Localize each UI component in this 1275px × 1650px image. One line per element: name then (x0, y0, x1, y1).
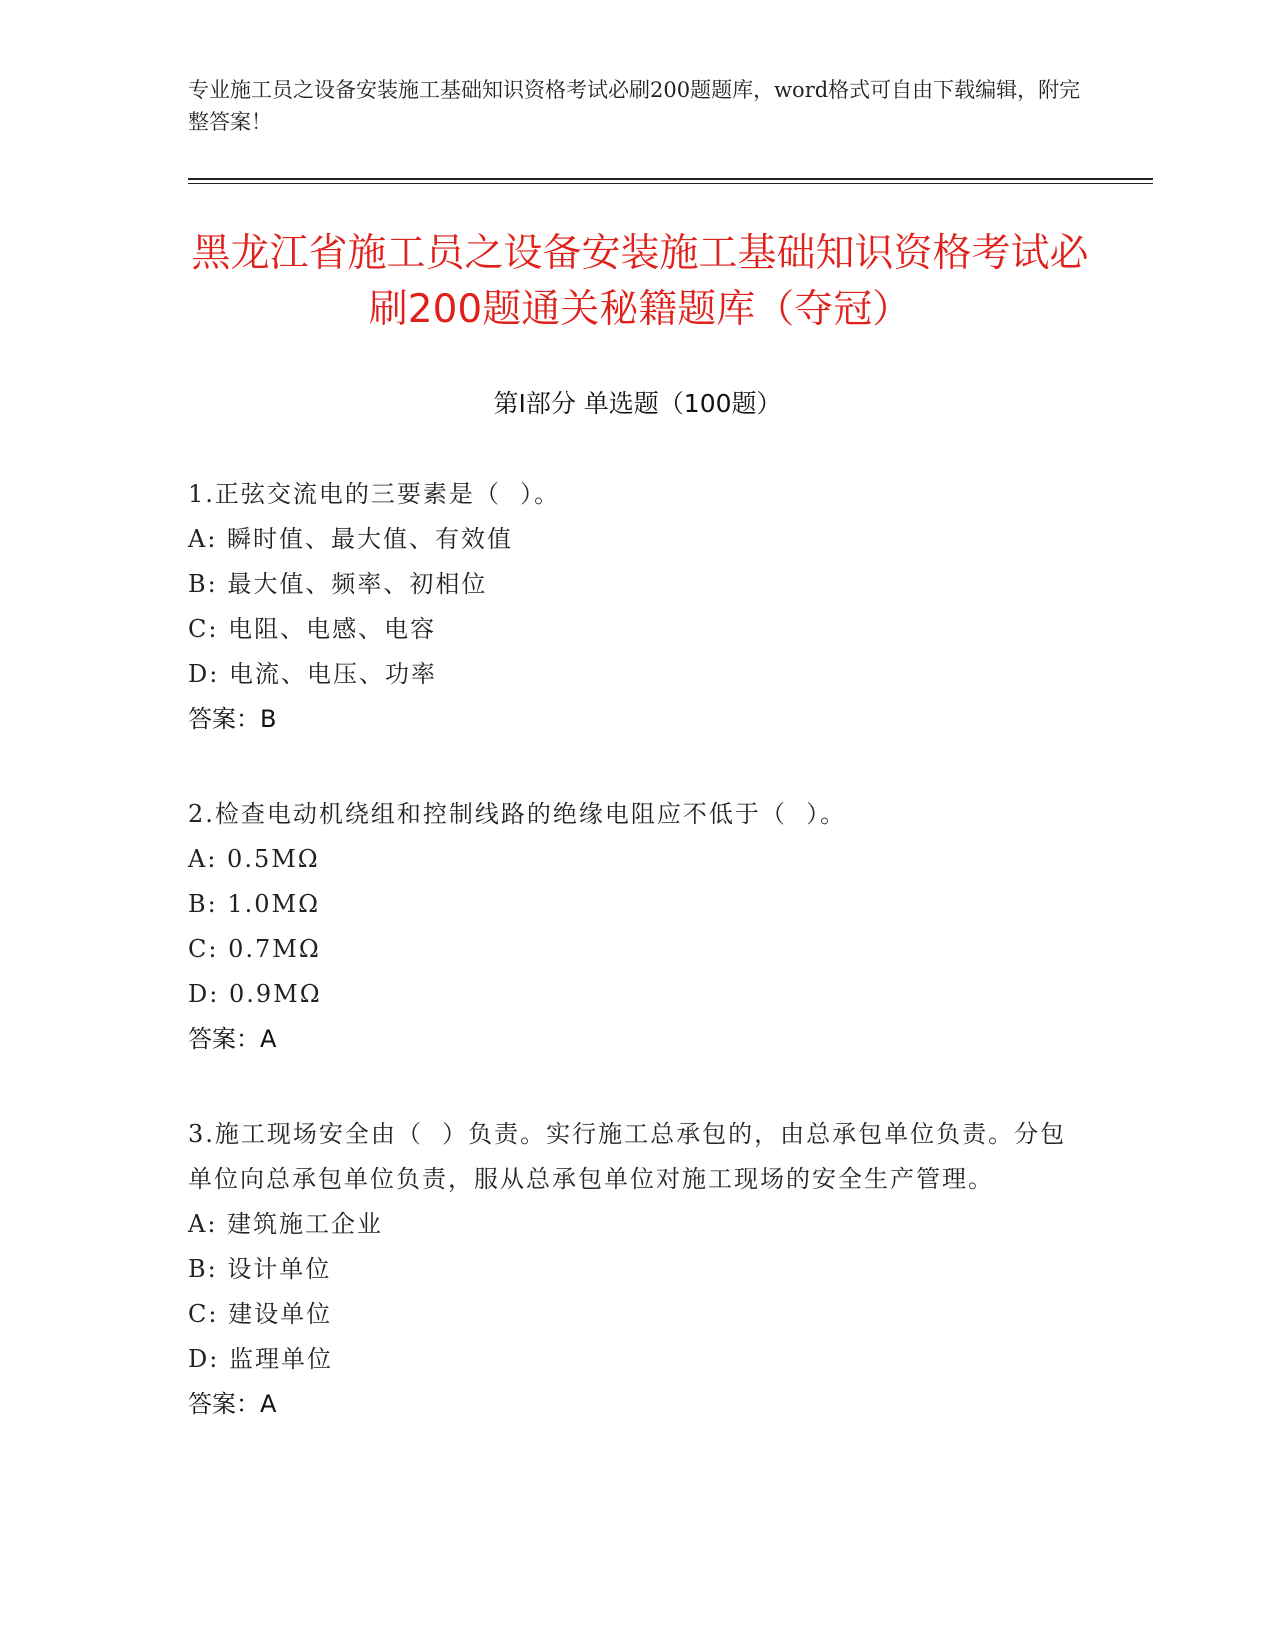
answer: 答案：A (188, 1390, 277, 1418)
option-a: A: 瞬时值、最大值、有效值 (188, 525, 514, 553)
option-a: A: 建筑施工企业 (188, 1210, 384, 1238)
option-d: D: 0.9MΩ (188, 980, 322, 1008)
option-d: D: 电流、电压、功率 (188, 660, 437, 688)
option-c: C: 0.7MΩ (188, 935, 321, 963)
option-c: C: 电阻、电感、电容 (188, 615, 437, 643)
option-b: B: 1.0MΩ (188, 890, 320, 918)
question-stem: 1.正弦交流电的三要素是（ ）。 (188, 480, 561, 508)
answer: 答案：B (188, 705, 277, 733)
option-b: B: 最大值、频率、初相位 (188, 570, 488, 598)
header-divider-thin (188, 183, 1153, 184)
option-c: C: 建设单位 (188, 1300, 333, 1328)
option-d: D: 监理单位 (188, 1345, 333, 1373)
question-stem: 3.施工现场安全由（ ）负责。实行施工总承包的，由总承包单位负责。分包单位向总承包单位负责，服从总承包单位对施工现场的安全生产管理。 (188, 1120, 1067, 1193)
question-1 (188, 472, 1088, 742)
header-note: 专业施工员之设备安装施工基础知识资格考试必刷200题题库，word格式可自由下载编辑，附完整答案！ (188, 78, 1081, 134)
answer: 答案：A (188, 1025, 277, 1053)
question-stem: 2.检查电动机绕组和控制线路的绝缘电阻应不低于（ ）。 (188, 800, 847, 828)
header-divider-thick (188, 178, 1153, 180)
option-b: B: 设计单位 (188, 1255, 332, 1283)
option-a: A: 0.5MΩ (188, 845, 320, 873)
document-title: 黑龙江省施工员之设备安装施工基础知识资格考试必刷200题通关秘籍题库（夺冠） (191, 231, 1089, 332)
question-3 (188, 1112, 1088, 1427)
question-2 (188, 792, 1088, 1062)
section-title: 第Ⅰ部分 单选题（100题） (493, 389, 782, 418)
